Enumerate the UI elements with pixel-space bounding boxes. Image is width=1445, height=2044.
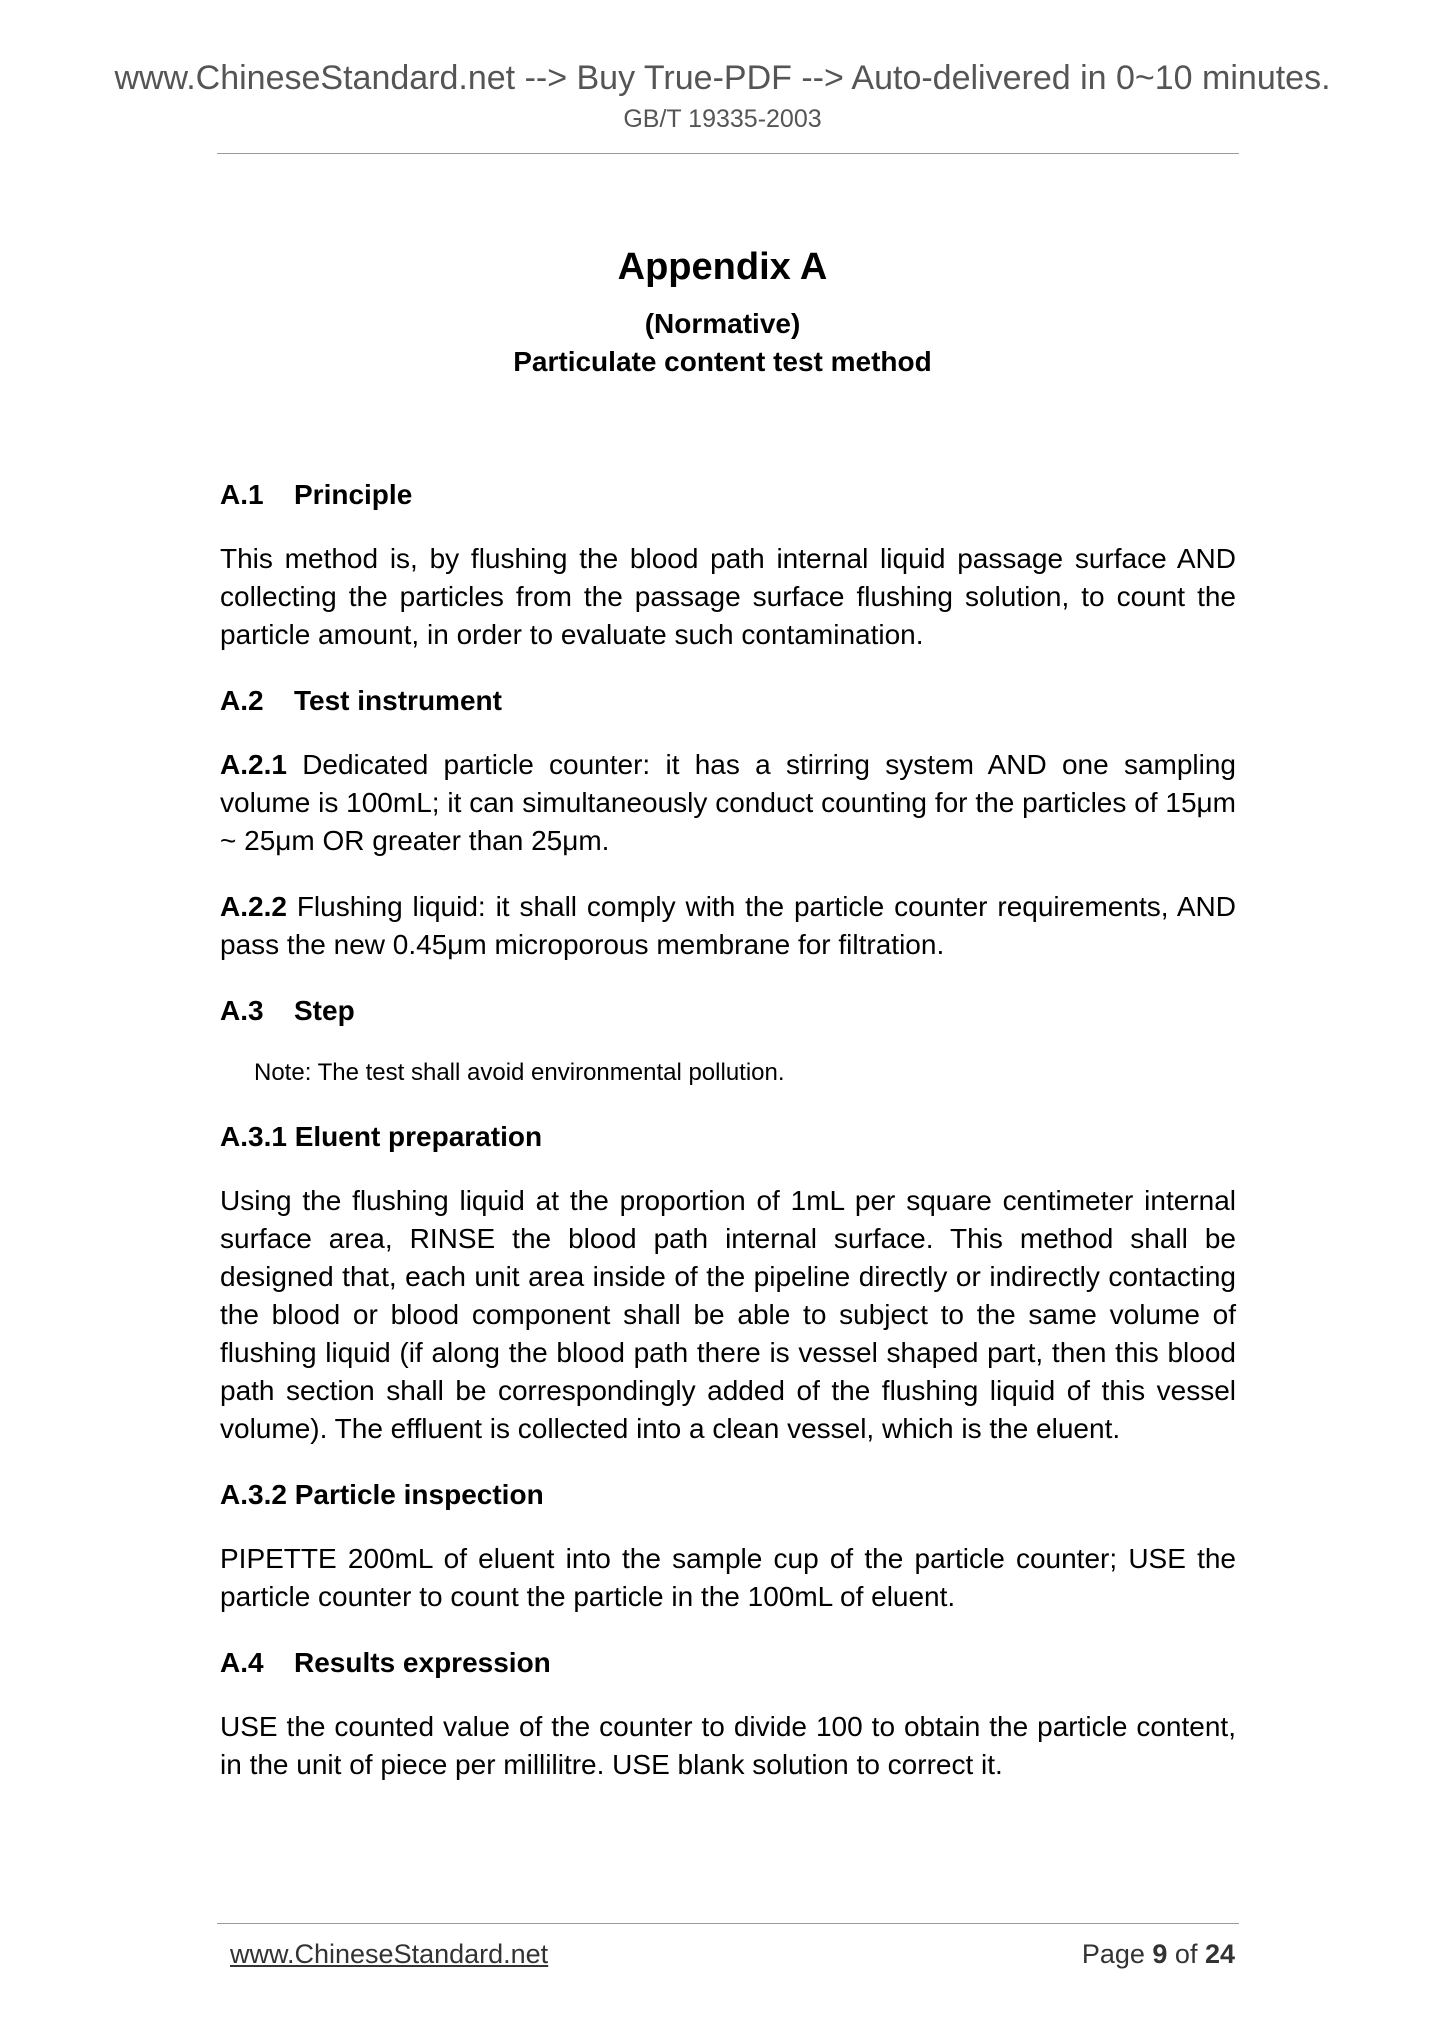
- header-banner: www.ChineseStandard.net --> Buy True-PDF --> Auto-delivered in 0~10 minutes.: [114, 59, 1331, 97]
- paragraph-results-expression: USE the counted value of the counter to divide 100 to obtain the particle content, in the unit of piece per millilitre. USE blank solution to correct it.: [220, 1711, 1236, 1780]
- section-heading-a3: [220, 992, 1236, 1030]
- paragraph-principle: This method is, by flushing the blood path internal liquid passage surface AND collecting the particles from the passage surface flushing solution, to count the particle amount, in order to evaluate such contamination.: [220, 543, 1236, 650]
- paragraph-particle-inspection: PIPETTE 200mL of eluent into the sample cup of the particle counter; USE the particle counter to count the particle in the 100mL of eluent.: [220, 1543, 1236, 1612]
- section-number: A.4: [220, 1647, 264, 1678]
- standard-code: GB/T 19335-2003: [623, 105, 822, 133]
- clause-number: A.2.1: [220, 749, 287, 780]
- subsection-heading-a32: A.3.2 Particle inspection: [220, 1479, 544, 1510]
- header-divider: [217, 153, 1239, 154]
- section-heading-a4: [220, 1644, 1236, 1682]
- section-number: A.3: [220, 995, 264, 1026]
- appendix-subtitle: Particulate content test method: [513, 346, 932, 377]
- clause-text: Flushing liquid: it shall comply with the particle counter requirements, AND pass the new 0.45μm microporous membrane for filtration.: [220, 891, 1236, 960]
- page-number: [1082, 1937, 1235, 1971]
- page-of: of: [1167, 1939, 1205, 1969]
- page-prefix: Page: [1081, 1939, 1153, 1969]
- section-number: A.2: [220, 685, 264, 716]
- page-current: 9: [1152, 1939, 1168, 1969]
- clause-text: Dedicated particle counter: it has a stirring system AND one sampling volume is 100mL; it can simultaneously conduct counting for the particles of 15μm ~ 25μm OR greater than 25μm.: [220, 749, 1236, 856]
- appendix-title: Appendix A: [617, 246, 828, 288]
- section-title: Principle: [294, 479, 413, 510]
- normative-label: (Normative): [644, 308, 801, 339]
- page-total: 24: [1204, 1939, 1235, 1969]
- section-title: Results expression: [294, 1647, 551, 1678]
- section-title: Test instrument: [294, 685, 502, 716]
- document-body: [220, 476, 1236, 1784]
- footer-divider: [217, 1923, 1239, 1924]
- subsection-heading-a31: A.3.1 Eluent preparation: [220, 1121, 543, 1152]
- paragraph-a22: [220, 888, 1236, 964]
- paragraph-eluent-preparation: Using the flushing liquid at the proportion of 1mL per square centimeter internal surface area, RINSE the blood path internal surface. This method shall be designed that, each unit area inside of the pipeline directly or indirectly contacting the blood or blood component shall be able to subject to the same volume of flushing liquid (if along the blood path there is vessel shaped part, then this blood path section shall be correspondingly added of the flushing liquid of this vessel volume). The effluent is collected into a clean vessel, which is the eluent.: [220, 1185, 1236, 1444]
- clause-number: A.2.2: [220, 891, 287, 922]
- footer-website-link[interactable]: www.ChineseStandard.net: [230, 1939, 549, 1969]
- note-text: Note: The test shall avoid environmental pollution.: [254, 1059, 785, 1086]
- section-heading-a1: [220, 476, 1236, 514]
- section-number: A.1: [220, 479, 264, 510]
- section-heading-a2: [220, 682, 1236, 720]
- paragraph-a21: [220, 746, 1236, 860]
- section-title: Step: [294, 995, 355, 1026]
